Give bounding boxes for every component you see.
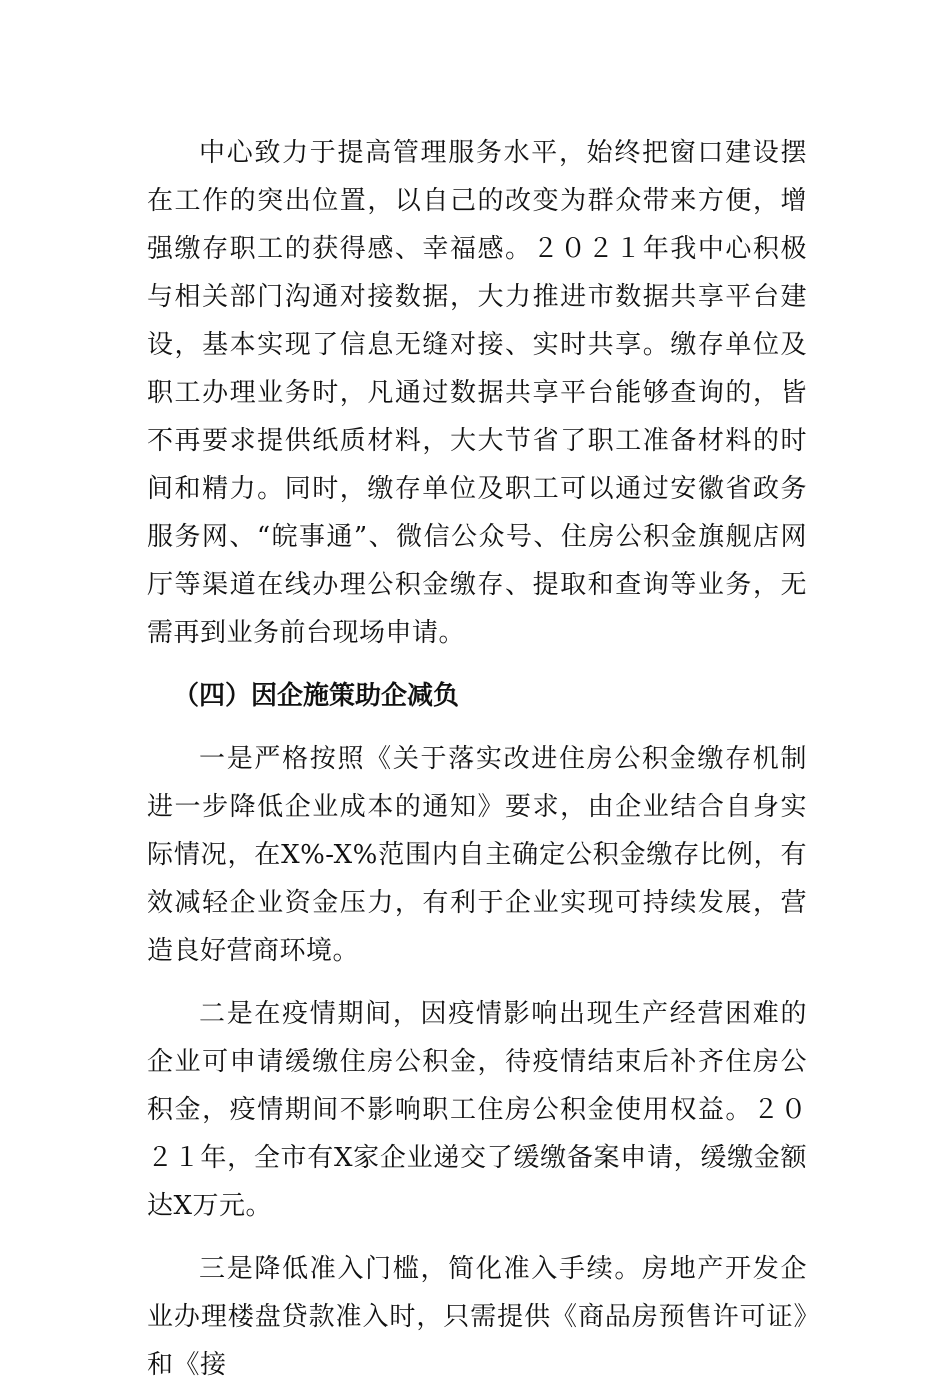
paragraph-item-three: 三是降低准入门槛，简化准入手续。房地产开发企业办理楼盘贷款准入时，只需提供《商品房预售许可证》和《接 xyxy=(147,1254,807,1380)
document-page xyxy=(147,129,807,1389)
paragraph-item-two: 二是在疫情期间，因疫情影响出现生产经营困难的企业可申请缓缴住房公积金，待疫情结束后补齐住房公积金，疫情期间不影响职工住房公积金使用权益。２０２１年，全市有X家企业递交了缓缴备案申请，缓缴金额达X万元。 xyxy=(147,999,807,1221)
section-heading-four: （四）因企施策助企减负 xyxy=(173,681,460,711)
paragraph-item-one: 一是严格按照《关于落实改进住房公积金缴存机制进一步降低企业成本的通知》要求，由企业结合自身实际情况，在X%-X%范围内自主确定公积金缴存比例，有效减轻企业资金压力，有利于企业实现可持续发展，营造良好营商环境。 xyxy=(147,744,807,966)
paragraph-service-improvement: 中心致力于提高管理服务水平，始终把窗口建设摆在工作的突出位置，以自己的改变为群众带来方便，增强缴存职工的获得感、幸福感。２０２１年我中心积极与相关部门沟通对接数据，大力推进市数据共享平台建设，基本实现了信息无缝对接、实时共享。缴存单位及职工办理业务时，凡通过数据共享平台能够查询的，皆不再要求提供纸质材料，大大节省了职工准备材料的时间和精力。同时，缴存单位及职工可以通过安徽省政务服务网、“皖事通”、微信公众号、住房公积金旗舰店网厅等渠道在线办理公积金缴存、提取和查询等业务，无需再到业务前台现场申请。 xyxy=(147,138,807,648)
